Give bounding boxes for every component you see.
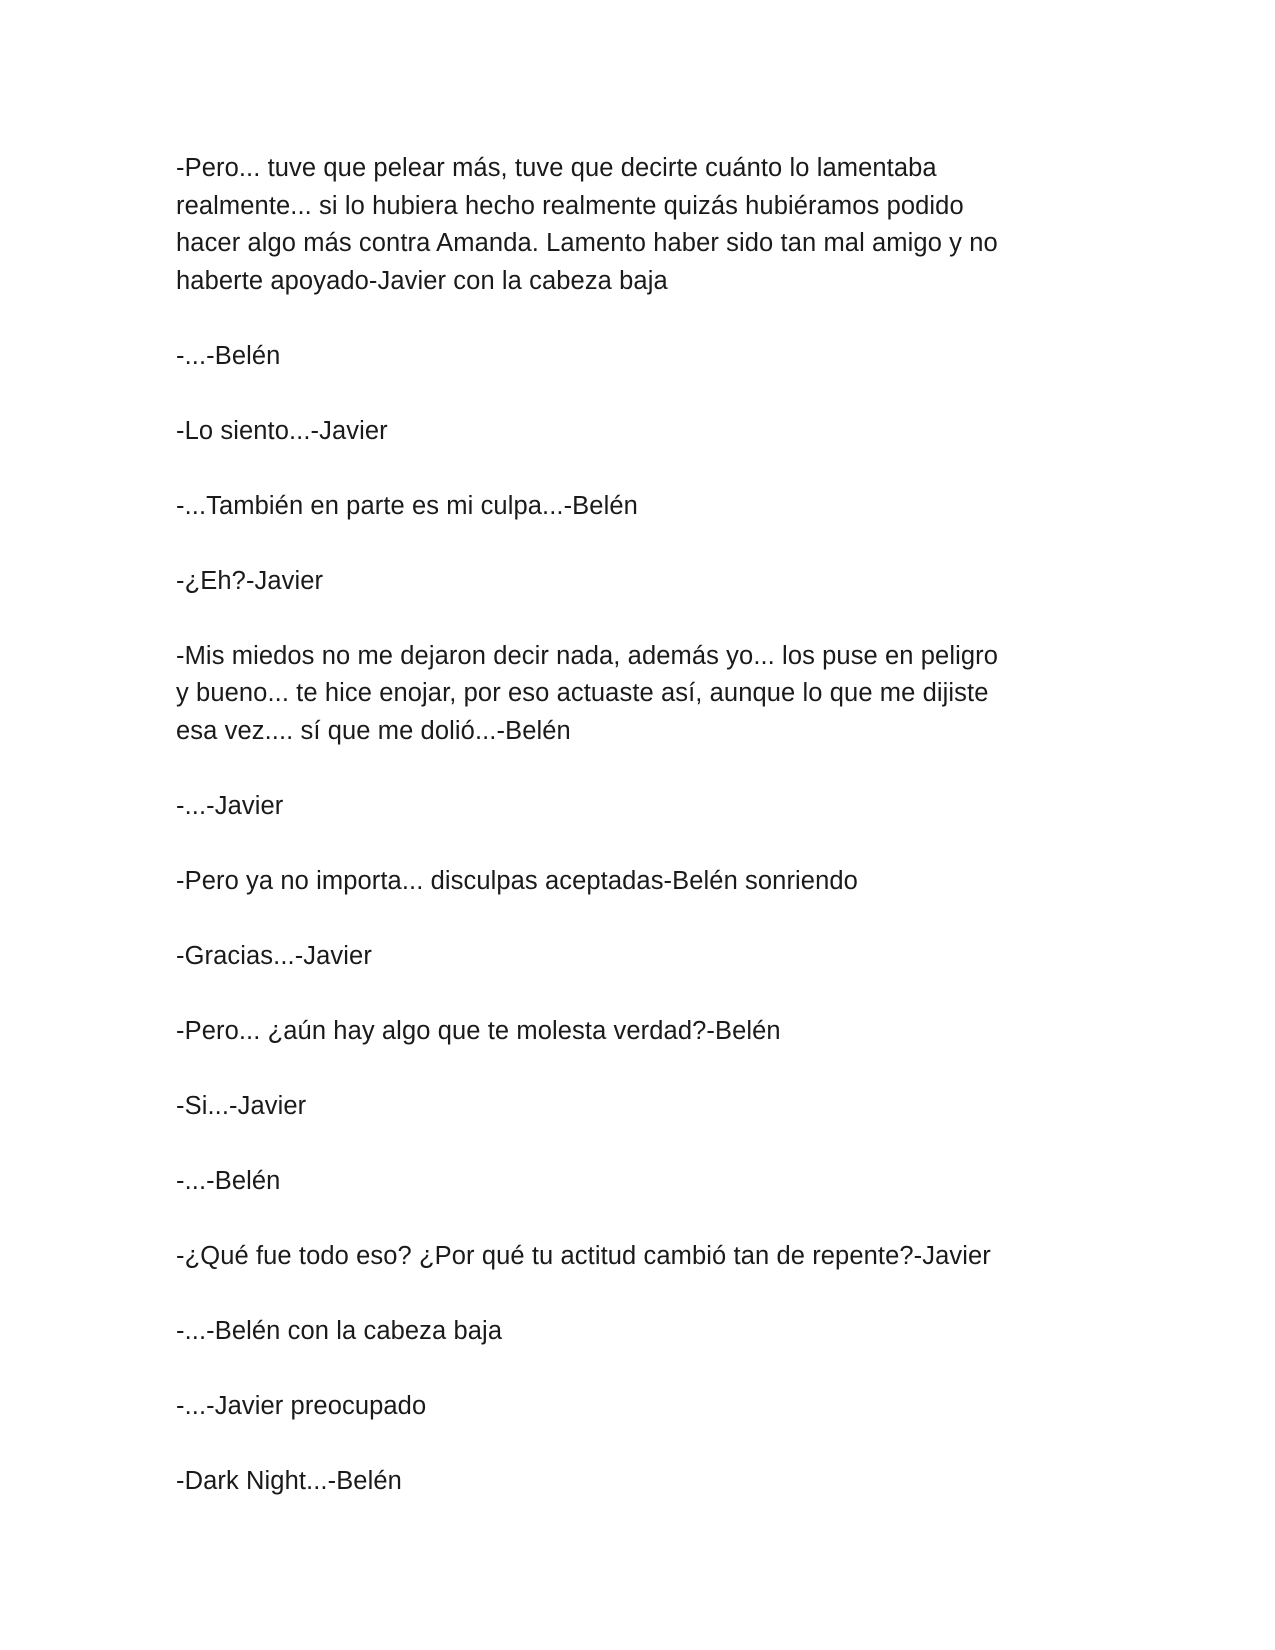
text-line: -Pero... ¿aún hay algo que te molesta verdad?-Belén [176,1016,781,1045]
text-line: -Lo siento...-Javier [176,416,388,445]
text-line: -¿Eh?-Javier [176,566,324,595]
text-line: -...También en parte es mi culpa...-Belén [176,491,638,520]
text-line: -Si...-Javier [176,1091,307,1120]
paragraph [176,563,1096,601]
text-line: hacer algo más contra Amanda. Lamento haber sido tan mal amigo y no [176,229,998,257]
paragraph [176,1163,1096,1201]
paragraph [176,1238,1096,1276]
text-line: haberte apoyado-Javier con la cabeza baja [176,266,668,295]
paragraph [176,638,1096,751]
document-body [176,150,1096,1500]
paragraph [176,1313,1096,1351]
text-line: -...-Javier [176,791,284,820]
text-line: -Gracias...-Javier [176,941,372,970]
paragraph [176,938,1096,976]
text-line: -Dark Night...-Belén [176,1466,402,1495]
paragraph [176,413,1096,451]
text-line: esa vez.... sí que me dolió...-Belén [176,716,571,745]
text-line: -...-Belén [176,1166,281,1195]
paragraph [176,488,1096,526]
paragraph [176,338,1096,376]
paragraph [176,863,1096,901]
text-line: y bueno... te hice enojar, por eso actuaste así, aunque lo que me dijiste [176,679,989,707]
text-line: -Pero... tuve que pelear más, tuve que decirte cuánto lo lamentaba [176,154,937,182]
text-line: realmente... si lo hubiera hecho realmente quizás hubiéramos podido [176,191,964,220]
paragraph [176,1388,1096,1426]
text-line: -¿Qué fue todo eso? ¿Por qué tu actitud cambió tan de repente?-Javier [176,1241,991,1270]
text-line: -Mis miedos no me dejaron decir nada, además yo... los puse en peligro [176,641,999,670]
paragraph [176,1013,1096,1051]
paragraph [176,1088,1096,1126]
paragraph [176,150,1096,300]
text-line: -...-Belén [176,341,281,370]
paragraph [176,1463,1096,1501]
text-line: -...-Belén con la cabeza baja [176,1316,503,1345]
paragraph [176,788,1096,826]
text-line: -Pero ya no importa... disculpas aceptadas-Belén sonriendo [176,866,858,895]
text-line: -...-Javier preocupado [176,1391,427,1420]
